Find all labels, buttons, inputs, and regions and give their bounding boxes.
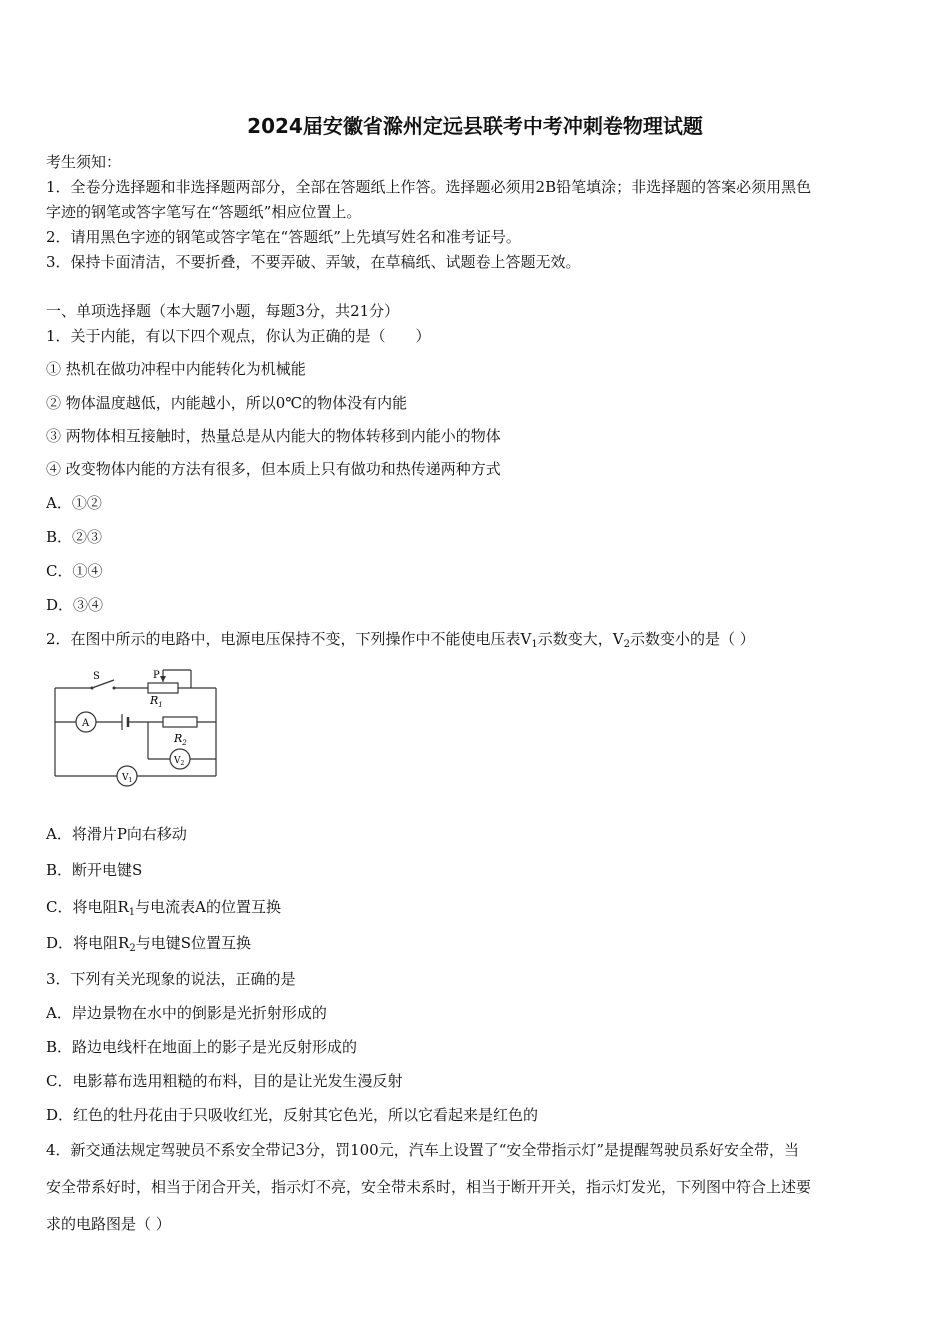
page-title: 2024届安徽省滁州定远县联考中考冲刺卷物理试题 <box>247 114 703 138</box>
v1-label: $V_1$ <box>122 773 133 784</box>
switch-label: S <box>93 671 100 682</box>
q4-line-2: 安全带系好时，相当于闭合开关，指示灯不亮，安全带未系时，相当于断开开关，指示灯发光，下列图中符合上述要 <box>46 1178 812 1196</box>
q3-option-c: C．电影幕布选用粗糙的布料，目的是让光发生漫反射 <box>46 1072 403 1090</box>
q2-stem: 2．在图中所示的电路中，电源电压保持不变，下列操作中不能使电压表$V_1$示数变大，$V_2$示数变小的是（ ） <box>46 630 755 650</box>
slider-arrow-icon <box>160 676 166 682</box>
r2-label: $R_2$ <box>174 732 187 747</box>
q3-option-a: A．岸边景物在水中的倒影是光折射形成的 <box>46 1004 327 1022</box>
q2-option-d: D．将电阻$R_2$与电键S位置互换 <box>46 934 251 954</box>
notice-item-1b: 字迹的钢笔或答字笔写在“答题纸”相应位置上。 <box>46 203 362 221</box>
q1-statement-4: ④ 改变物体内能的方法有很多，但本质上只有做功和热传递两种方式 <box>46 460 501 478</box>
q1-statement-1: ① 热机在做功冲程中内能转化为机械能 <box>46 360 306 378</box>
q1-option-c: C．①④ <box>46 562 103 580</box>
v2-label: $V_2$ <box>174 756 185 767</box>
ammeter-label: A <box>82 718 90 729</box>
notice-item-1a: 1．全卷分选择题和非选择题两部分，全部在答题纸上作答。选择题必须用2B铅笔填涂；非选择题的答案必须用黑色 <box>46 178 812 196</box>
r1-label: $R_1$ <box>150 694 163 709</box>
q1-option-d: D．③④ <box>46 596 104 614</box>
q3-option-d: D．红色的牡丹花由于只吸收红光，反射其它色光，所以它看起来是红色的 <box>46 1106 539 1124</box>
notice-heading: 考生须知： <box>46 153 122 171</box>
circuit-diagram <box>40 664 240 796</box>
q4-line-3: 求的电路图是（ ） <box>46 1215 171 1233</box>
q1-option-a: A．①② <box>46 494 102 512</box>
q2-option-c: C．将电阻$R_1$与电流表A的位置互换 <box>46 898 281 918</box>
slider-label: P <box>153 670 160 681</box>
q4-line-1: 4．新交通法规定驾驶员不系安全带记3分，罚100元，汽车上设置了“安全带指示灯”是提醒驾驶员系好安全带，当 <box>46 1141 800 1159</box>
q3-option-b: B．路边电线杆在地面上的影子是光反射形成的 <box>46 1038 358 1056</box>
q1-stem: 1．关于内能，有以下四个观点，你认为正确的是（ ） <box>46 327 431 345</box>
q2-option-a: A．将滑片P向右移动 <box>46 825 187 843</box>
notice-item-2: 2．请用黑色字迹的钢笔或答字笔在“答题纸”上先填写姓名和准考证号。 <box>46 228 521 246</box>
q1-option-b: B．②③ <box>46 528 103 546</box>
section-heading: 一、单项选择题（本大题7小题，每题3分，共21分） <box>46 302 400 320</box>
q1-statement-2: ② 物体温度越低，内能越小，所以0℃的物体没有内能 <box>46 394 408 412</box>
q3-stem: 3．下列有关光现象的说法，正确的是 <box>46 970 296 988</box>
q1-statement-3: ③ 两物体相互接触时，热量总是从内能大的物体转移到内能小的物体 <box>46 427 501 445</box>
q2-option-b: B．断开电键S <box>46 861 143 879</box>
notice-item-3: 3．保持卡面清洁，不要折叠，不要弄破、弄皱，在草稿纸、试题卷上答题无效。 <box>46 253 581 271</box>
